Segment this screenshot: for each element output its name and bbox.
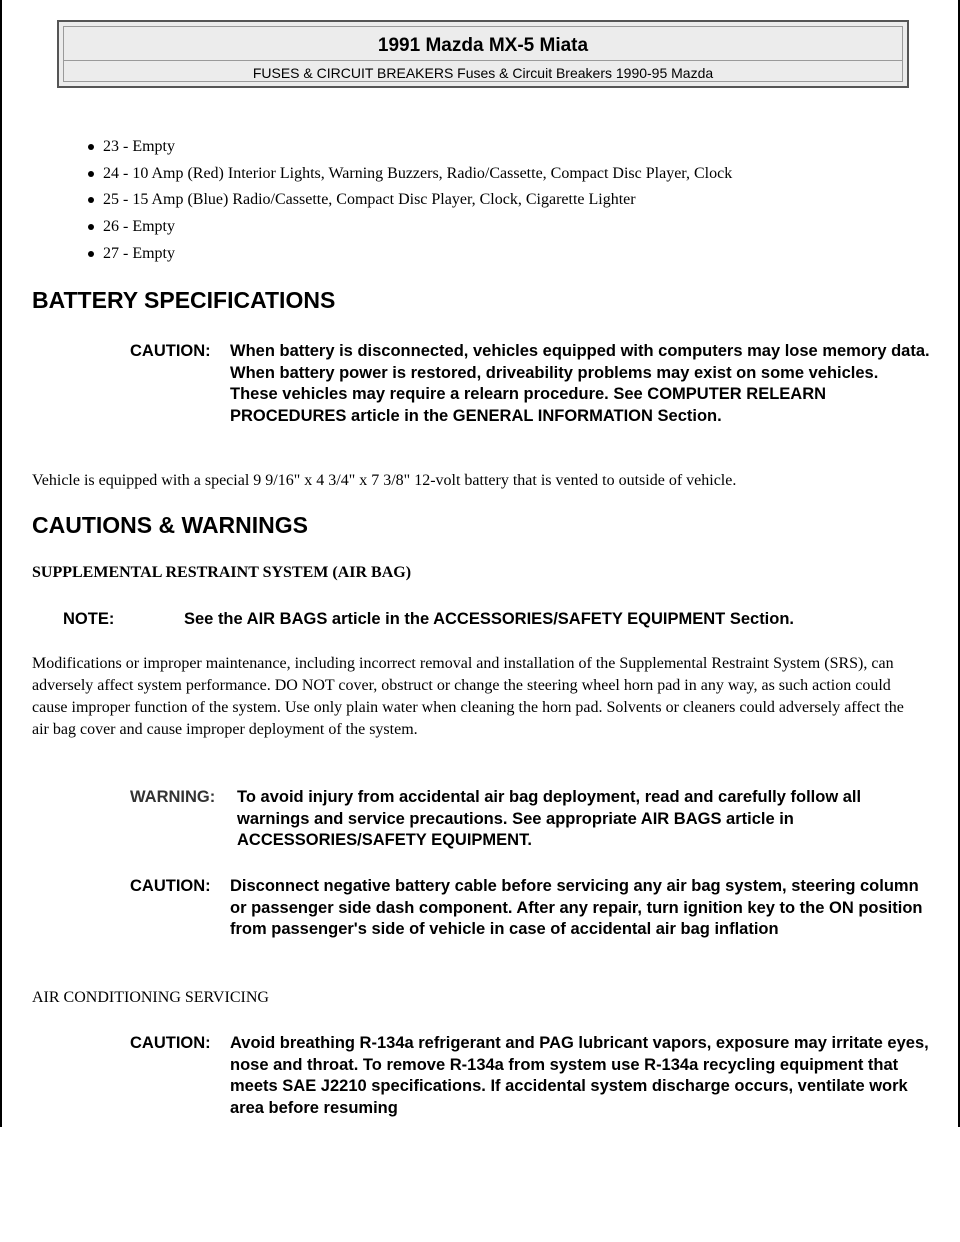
list-item: 26 - Empty [88, 216, 732, 243]
header-subtitle: FUSES & CIRCUIT BREAKERS Fuses & Circuit Breakers 1990-95 Mazda [252, 65, 714, 81]
note-text: See the AIR BAGS article in the ACCESSORIES/SAFETY EQUIPMENT Section. [184, 610, 795, 628]
srs-note [63, 609, 923, 633]
list-item: 25 - 15 Amp (Blue) Radio/Cassette, Compact Disc Player, Clock, Cigarette Lighter [88, 189, 732, 216]
battery-paragraph: Vehicle is equipped with a special 9 9/16" x 4 3/4" x 7 3/8" 12-volt battery that is vented to outside of vehicle. [32, 472, 737, 489]
caution-label: CAUTION: [130, 342, 211, 360]
caution-label: CAUTION: [130, 1034, 211, 1052]
header-title: 1991 Mazda MX-5 Miata [377, 35, 589, 56]
list-item: 27 - Empty [88, 243, 732, 270]
fuse-list [88, 136, 732, 269]
header-divider [64, 60, 902, 61]
ac-caution [130, 1033, 930, 1123]
battery-heading: BATTERY SPECIFICATIONS [32, 287, 336, 313]
airbag-warning [130, 787, 930, 853]
ac-subheading: AIR CONDITIONING SERVICING [32, 989, 269, 1006]
note-label: NOTE: [63, 610, 115, 628]
caution-text: Avoid breathing R-134a refrigerant and PAG lubricant vapors, exposure may irritate eyes, nose and throat. To remove R-134a from system use R-134a recycling equipment that meets SAE J2210 specifications. If accidental system discharge occurs, ventilate work area before resuming [230, 1034, 929, 1117]
caution-text: When battery is disconnected, vehicles equipped with computers may lose memory data. When battery power is restored, driveability problems may exist on some vehicles. These vehicles may require a relearn procedure. See COMPUTER RELEARN PROCEDURES article in the GENERAL INFORMATION Section. [230, 342, 930, 425]
bullet-icon [88, 197, 94, 203]
srs-subheading: SUPPLEMENTAL RESTRAINT SYSTEM (AIR BAG) [32, 564, 412, 581]
caution-label: CAUTION: [130, 877, 211, 895]
battery-caution [130, 341, 930, 451]
list-item: 24 - 10 Amp (Red) Interior Lights, Warning Buzzers, Radio/Cassette, Compact Disc Player, Clock [88, 163, 732, 190]
bullet-icon [88, 144, 94, 150]
bullet-icon [88, 171, 94, 177]
airbag-caution [130, 876, 930, 964]
bullet-icon [88, 251, 94, 257]
bullet-icon [88, 224, 94, 230]
page-header [57, 20, 909, 88]
cautions-heading: CAUTIONS & WARNINGS [32, 512, 308, 538]
warning-label: WARNING: [130, 788, 216, 806]
list-item: 23 - Empty [88, 136, 732, 163]
srs-paragraph: Modifications or improper maintenance, including incorrect removal and installation of the Supplemental Restraint System (SRS), can adversely affect system performance. DO NOT cover, obstruct or change the steering wheel horn pad in any way, as such action could cause improper function of the system. Use only plain water when cleaning the horn pad. Solvents or cleaners could adversely affect the air bag cover and cause improper deployment of the system. [32, 655, 904, 738]
warning-text: To avoid injury from accidental air bag deployment, read and carefully follow all warnings and service precautions. See appropriate AIR BAGS article in ACCESSORIES/SAFETY EQUIPMENT. [237, 788, 862, 849]
caution-text: Disconnect negative battery cable before servicing any air bag system, steering column or passenger side dash component. After any repair, turn ignition key to the ON position from passenger's side of vehicle in case of accidental air bag inflation [230, 877, 923, 938]
